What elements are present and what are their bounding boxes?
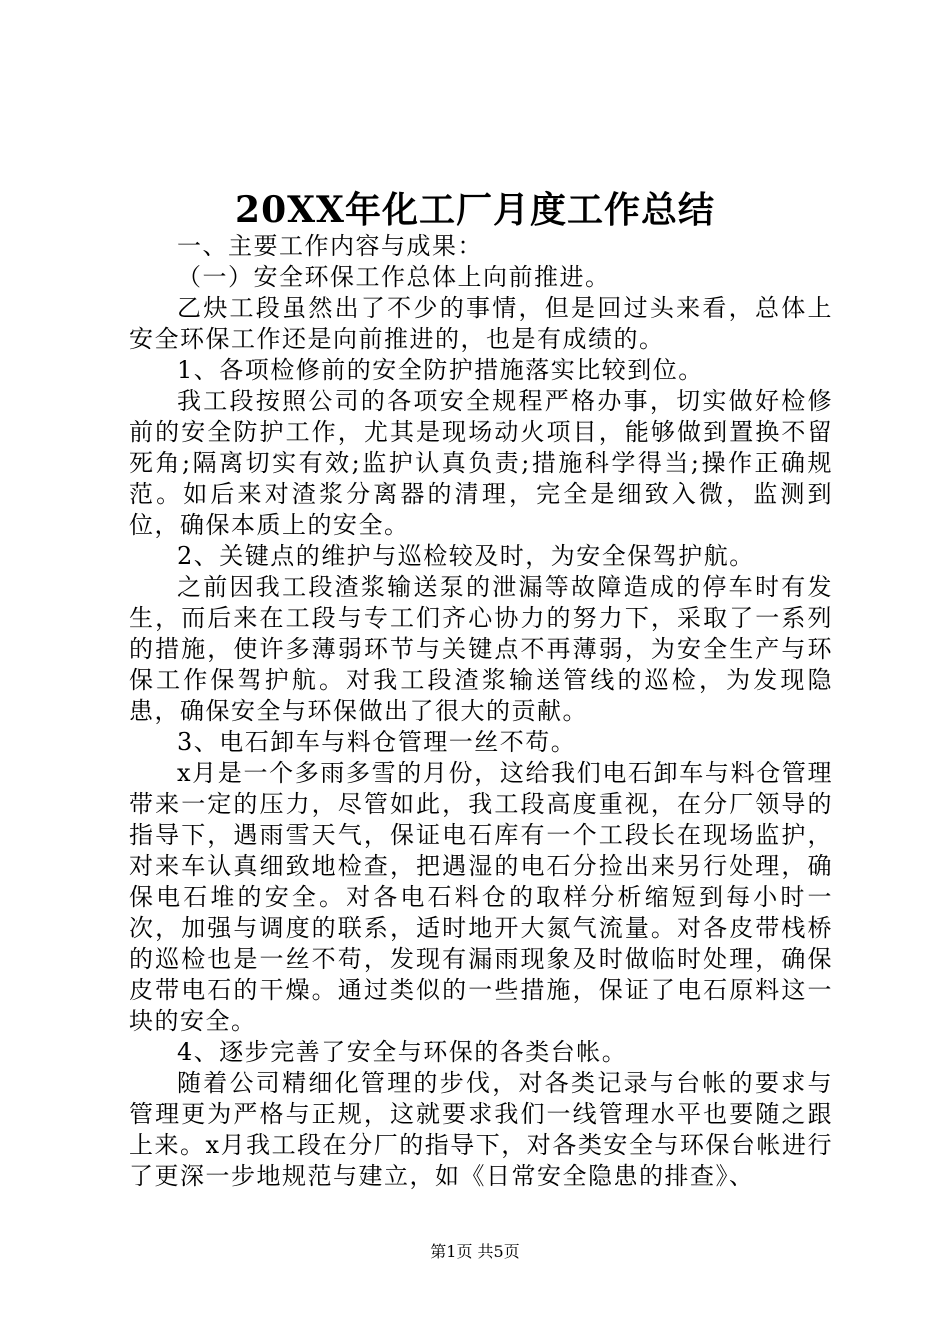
body-paragraph: x月是一个多雨多雪的月份，这给我们电石卸车与料仓管理带来一定的压力，尽管如此，我工段高度重视，在分厂领导的指导下，遇雨雪天气，保证电石库有一个工段长在现场监护，对来车认真细致地检查，把遇湿的电石分捡出来另行处理，确保电石堆的安全。对各电石料仓的取样分析缩短到每小时一次，加强与调度的联系，适时地开大氮气流量。对各皮带栈桥的巡检也是一丝不苟，发现有漏雨现象及时做临时处理，确保皮带电石的干燥。通过类似的一些措施，保证了电石原料这一块的安全。 xyxy=(129,759,833,1035)
subsection-heading: （一）安全环保工作总体上向前推进。 xyxy=(177,263,611,291)
item-heading: 4、逐步完善了安全与环保的各类台帐。 xyxy=(177,1038,628,1066)
body-paragraph: 乙炔工段虽然出了不少的事情，但是回过头来看，总体上安全环保工作还是向前推进的，也是有成绩的。 xyxy=(129,294,833,353)
body-paragraph: 之前因我工段渣浆输送泵的泄漏等故障造成的停车时有发生，而后来在工段与专工们齐心协力的努力下，采取了一系列的措施，使许多薄弱环节与关键点不再薄弱，为安全生产与环保工作保驾护航。对我工段渣浆输送管线的巡检，为发现隐患，确保安全与环保做出了很大的贡献。 xyxy=(129,573,833,725)
item-heading: 1、各项检修前的安全防护措施落实比较到位。 xyxy=(177,356,704,384)
document-title: 20XX年化工厂月度工作总结 xyxy=(235,189,715,231)
page-footer: 第1页 共5页 xyxy=(430,1242,520,1261)
body-paragraph: 我工段按照公司的各项安全规程严格办事，切实做好检修前的安全防护工作，尤其是现场动火项目，能够做到置换不留死角;隔离切实有效;监护认真负责;措施科学得当;操作正确规范。如后来对渣浆分离器的清理，完全是细致入微，监测到位，确保本质上的安全。 xyxy=(129,387,833,539)
item-heading: 2、关键点的维护与巡检较及时，为安全保驾护航。 xyxy=(177,542,755,570)
document-body xyxy=(129,231,833,1192)
item-heading: 3、电石卸车与料仓管理一丝不苟。 xyxy=(177,728,577,756)
body-paragraph: 随着公司精细化管理的步伐，对各类记录与台帐的要求与管理更为严格与正规，这就要求我们一线管理水平也要随之跟上来。x月我工段在分厂的指导下，对各类安全与环保台帐进行了更深一步地规范与建立，如《日常安全隐患的排查》、 xyxy=(129,1069,833,1190)
section-heading: 一、主要工作内容与成果： xyxy=(177,232,483,260)
